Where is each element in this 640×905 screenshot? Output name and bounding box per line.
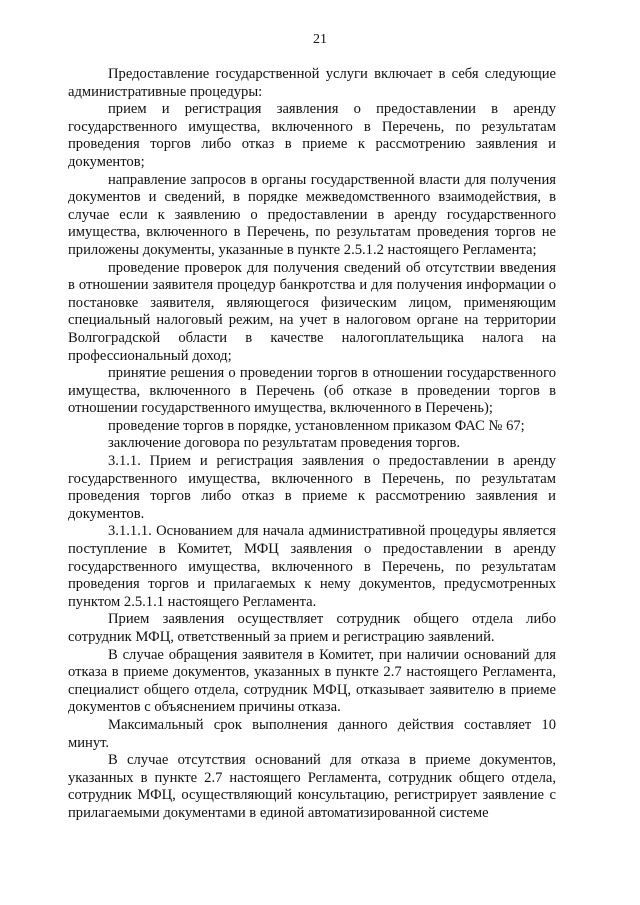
paragraph-procedure-requests: направление запросов в органы государственной власти для получения документов и сведений, в порядке межведомственного взаимодействия, в случае если к заявлению о предоставлении в аренду государственного имущества, включенного в Перечень, по результатам проведения торгов не приложены документы, указанные в пункте 2.5.1.2 настоящего Регламента; [68, 171, 556, 258]
paragraph-max-duration: Максимальный срок выполнения данного действия составляет 10 минут. [68, 716, 556, 751]
paragraph-procedure-reception: прием и регистрация заявления о предоставлении в аренду государственного имущества, включенного в Перечень, по результатам проведения торгов либо отказ в приеме к рассмотрению заявления и документов; [68, 101, 556, 170]
page-number: 21 [313, 32, 327, 47]
paragraph-section-3-1-1-1: 3.1.1.1. Основанием для начала административной процедуры является поступление в Комитет, МФЦ заявления о предоставлении в аренду государственного имущества, включенного в Перечень, по результатам проведения торгов и прилагаемых к нему документов, предусмотренных пунктом 2.5.1.1 настоящего Регламента. [68, 523, 556, 610]
paragraph-procedure-contract: заключение договора по результатам проведения торгов. [108, 435, 461, 452]
paragraph-procedure-decision: принятие решения о проведении торгов в отношении государственного имущества, включенного в Перечень (об отказе в проведении торгов в отношении государственного имущества, включенного в Перечень); [68, 365, 556, 417]
document-body [68, 66, 556, 823]
paragraph-section-3-1-1: 3.1.1. Прием и регистрация заявления о предоставлении в аренду государственного имущества, включенного в Перечень, по результатам проведения торгов либо отказ в приеме к рассмотрению заявления и документов. [68, 453, 556, 522]
paragraph-procedures-intro: Предоставление государственной услуги включает в себя следующие административные процедуры: [68, 66, 556, 100]
paragraph-procedure-checks: проведение проверок для получения сведений об отсутствии введения в отношении заявителя процедур банкротства и для получения информации о постановке заявителя, являющегося физическим лицом, применяющим специальный налоговый режим, на учет в налоговом органе на территории Волгоградской области в качестве налогоплательщика налога на профессиональный доход; [68, 259, 556, 364]
paragraph-refusal: В случае обращения заявителя в Комитет, при наличии оснований для отказа в приеме документов, указанных в пункте 2.7 настоящего Регламента, специалист общего отдела, сотрудник МФЦ, отказывает заявителю в приеме документов с объяснением причины отказа. [68, 646, 556, 716]
paragraph-registration: В случае отсутствия оснований для отказа в приеме документов, указанных в пункте 2.7 настоящего Регламента, сотрудник общего отдела, сотрудник МФЦ, осуществляющий консультацию, регистрирует заявление с прилагаемыми документами в единой автоматизированной системе [68, 752, 556, 821]
paragraph-reception-staff: Прием заявления осуществляет сотрудник общего отдела либо сотрудник МФЦ, ответственный за прием и регистрацию заявлений. [68, 611, 556, 645]
paragraph-procedure-tender: проведение торгов в порядке, установленном приказом ФАС № 67; [108, 417, 525, 434]
